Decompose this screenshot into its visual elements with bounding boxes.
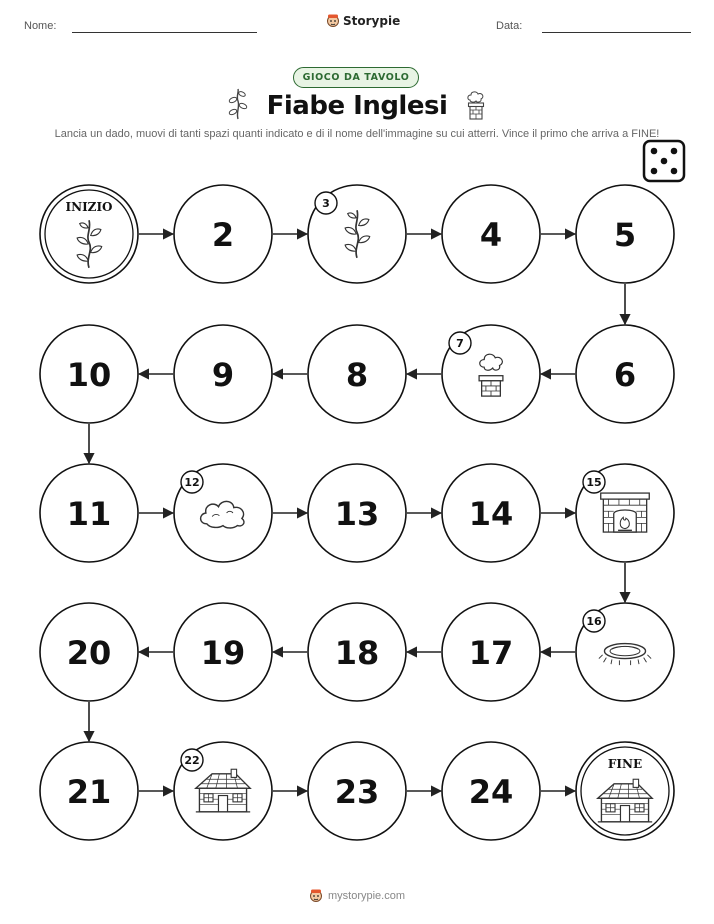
brand-name: Storypie <box>343 14 401 28</box>
space-number: 15 <box>586 476 602 489</box>
space-number: 3 <box>322 197 330 210</box>
space-number: 14 <box>468 495 514 533</box>
space-number: 22 <box>184 754 200 767</box>
dice-icon <box>644 141 684 181</box>
space-number: 6 <box>613 356 637 394</box>
board-space-20 <box>40 603 138 701</box>
space-number: 18 <box>334 634 380 672</box>
space-number: 19 <box>200 634 246 672</box>
board-space-9 <box>174 325 272 423</box>
space-number: 11 <box>66 495 112 533</box>
end-label: FINE <box>607 757 643 771</box>
space-number: 21 <box>66 773 112 811</box>
space-number: 10 <box>66 356 112 394</box>
storypie-mascot-icon <box>308 888 324 904</box>
footer <box>308 888 405 904</box>
board-space-3 <box>308 185 406 283</box>
board-space-4 <box>442 185 540 283</box>
board-space-1 <box>40 185 138 283</box>
board-space-18 <box>308 603 406 701</box>
board-space-22 <box>174 742 272 840</box>
board-space-15 <box>576 464 674 562</box>
board-space-24 <box>442 742 540 840</box>
space-number: 24 <box>468 773 514 811</box>
space-number: 9 <box>211 356 235 394</box>
name-label: Nome: <box>24 20 57 32</box>
fireplace-icon <box>601 493 650 532</box>
board-space-2 <box>174 185 272 283</box>
board-space-14 <box>442 464 540 562</box>
board-space-12 <box>174 464 272 562</box>
board-space-8 <box>308 325 406 423</box>
space-number: 20 <box>66 634 112 672</box>
board-space-23 <box>308 742 406 840</box>
board-space-10 <box>40 325 138 423</box>
board-space-25 <box>576 742 674 840</box>
start-label: INIZIO <box>65 200 113 214</box>
space-number: 16 <box>586 615 602 628</box>
game-type-badge: GIOCO DA TAVOLO <box>293 67 419 88</box>
space-number: 12 <box>184 476 200 489</box>
date-label: Data: <box>496 20 523 32</box>
space-number: 13 <box>334 495 380 533</box>
space-number: 8 <box>345 356 369 394</box>
board-space-17 <box>442 603 540 701</box>
footer-url: mystorypie.com <box>328 890 406 902</box>
space-number: 7 <box>456 337 464 350</box>
board-space-5 <box>576 185 674 283</box>
space-number: 17 <box>468 634 514 672</box>
board-space-19 <box>174 603 272 701</box>
space-number: 2 <box>211 216 235 254</box>
instructions-text: Lancia un dado, muovi di tanti spazi quanti indicato e di il nome dell'immagine su cui atterri. Vince il primo che arriva a FINE! <box>54 128 660 140</box>
board-space-6 <box>576 325 674 423</box>
title-text: Fiabe Inglesi <box>266 91 448 121</box>
board-space-13 <box>308 464 406 562</box>
board-space-7 <box>442 325 540 423</box>
board-space-21 <box>40 742 138 840</box>
chimney-icon <box>479 354 503 396</box>
space-number: 5 <box>613 216 637 254</box>
space-number: 23 <box>334 773 380 811</box>
board-space-11 <box>40 464 138 562</box>
board-space-16 <box>576 603 674 701</box>
space-number: 4 <box>479 216 503 254</box>
